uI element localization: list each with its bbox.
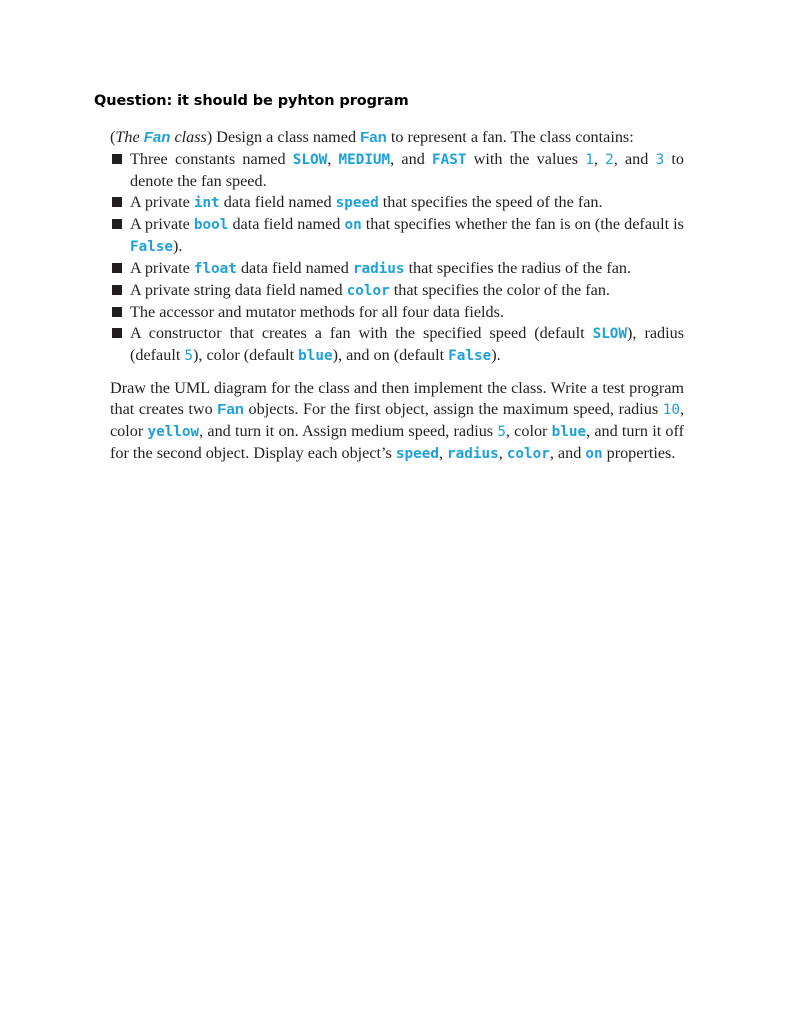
list-item: A constructor that creates a fan with the specified speed (default SLOW), radius (default 5), color (default blue), and on (default False). <box>110 323 684 367</box>
bullet-square-icon <box>112 328 122 338</box>
intro-paragraph: (The Fan class) Design a class named Fan to represent a fan. The class contains: <box>110 128 634 146</box>
list-item: A private int data field named speed that specifies the speed of the fan. <box>110 192 684 214</box>
list-item: The accessor and mutator methods for all four data fields. <box>110 302 684 323</box>
bullet-square-icon <box>112 263 122 273</box>
list-item: A private string data field named color that specifies the color of the fan. <box>110 280 684 302</box>
bullet-square-icon <box>112 219 122 229</box>
closing-paragraph: Draw the UML diagram for the class and then implement the class. Write a test program that creates two Fan objects. For the first object, assign the maximum speed, radius 10, color yellow, and turn it on. Assign medium speed, radius 5, color blue, and turn it off for the second object. Display each object’s speed, radius, color, and on properties. <box>110 379 684 462</box>
bullet-square-icon <box>112 197 122 207</box>
code-term: Fan <box>360 129 387 146</box>
list-item: Three constants named SLOW, MEDIUM, and FAST with the values 1, 2, and 3 to denote the fan speed. <box>110 149 684 192</box>
list-item: A private bool data field named on that specifies whether the fan is on (the default is False). <box>110 214 684 258</box>
bullet-square-icon <box>112 285 122 295</box>
question-heading: Question: it should be pyhton program <box>94 93 409 109</box>
list-item: A private float data field named radius that specifies the radius of the fan. <box>110 258 684 280</box>
requirements-list <box>110 149 684 367</box>
bullet-square-icon <box>112 307 122 317</box>
code-term: Fan <box>143 129 171 146</box>
problem-statement <box>110 127 684 465</box>
bullet-square-icon <box>112 154 122 164</box>
